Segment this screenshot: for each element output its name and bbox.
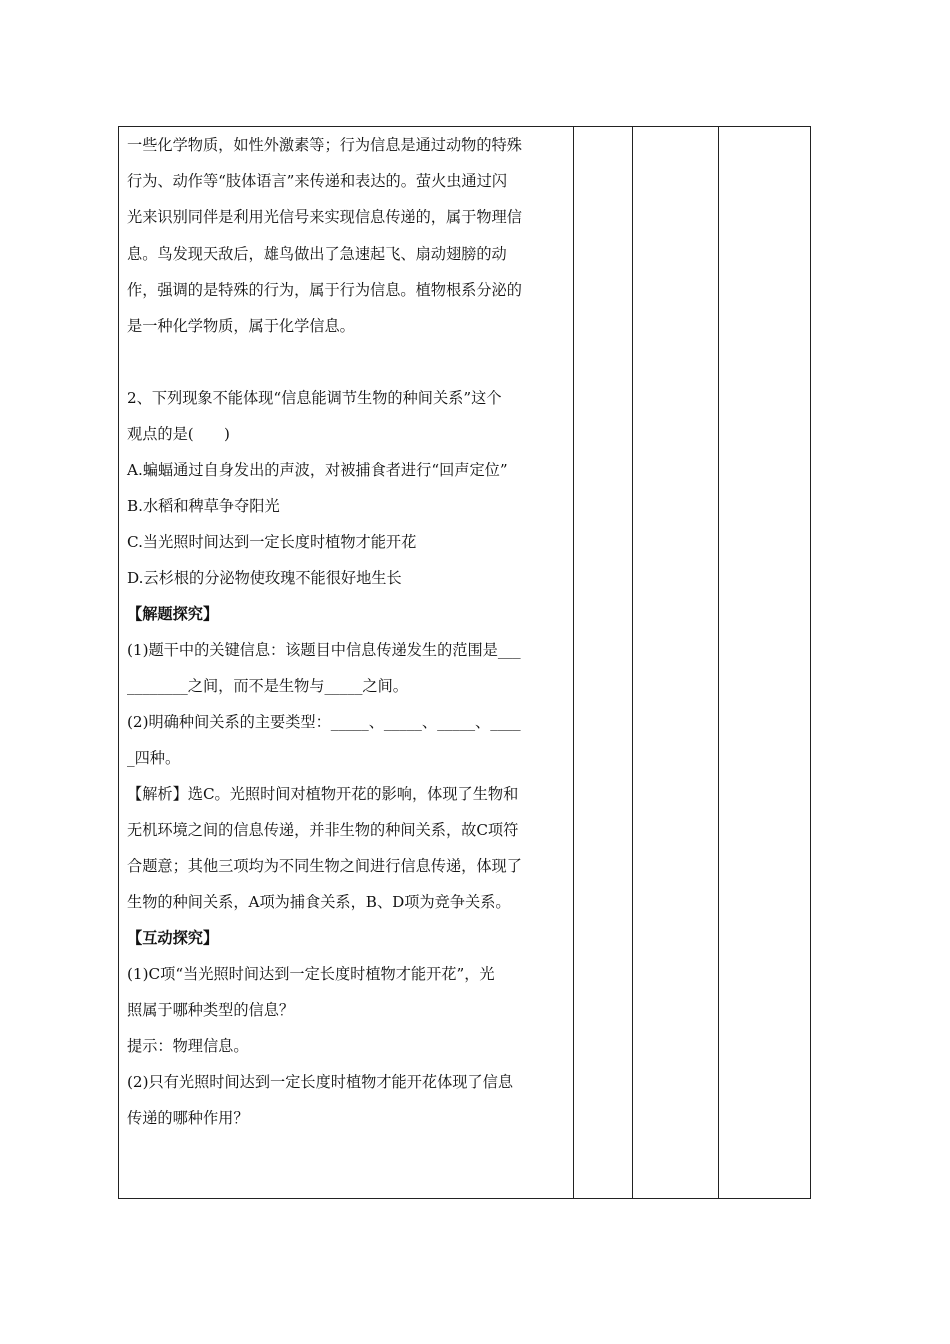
interactive-line: (1)C项“当光照时间达到一定长度时植物才能开花”，光 [127,965,495,984]
solve-heading: 【解题探究】 [127,605,219,624]
option-a: A.蝙蝠通过自身发出的声波，对被捕食者进行“回声定位” [127,461,508,480]
solve-line: (1)题干中的关键信息：该题目中信息传递发生的范围是___ [127,641,521,660]
question-2-block [127,380,567,1136]
solve-line: ________之间，而不是生物与_____之间。 [127,677,408,696]
interactive-line: 传递的哪种作用？ [127,1109,249,1128]
analysis-line: 无机环境之间的信息传递，并非生物的种间关系，故C项符 [127,821,519,840]
solve-line: _四种。 [127,749,181,768]
interactive-line: 提示：物理信息。 [127,1037,249,1056]
explanation-line: 作，强调的是特殊的行为，属于行为信息。植物根系分泌的 [127,280,522,299]
interactive-line: 照属于哪种类型的信息？ [127,1001,295,1020]
explanation-line: 一些化学物质，如性外激素等；行为信息是通过动物的特殊 [127,136,522,154]
option-c: C.当光照时间达到一定长度时植物才能开花 [127,533,417,552]
question-stem-line: 观点的是( ) [127,425,230,444]
lesson-table [118,126,811,1199]
explanation-block [127,127,567,344]
option-b: B.水稻和稗草争夺阳光 [127,497,280,516]
column-divider-3 [718,127,719,1198]
interactive-line: (2)只有光照时间达到一定长度时植物才能开花体现了信息 [127,1073,514,1092]
option-d: D.云杉根的分泌物使玫瑰不能很好地生长 [127,569,402,588]
analysis-line: 【解析】选C。光照时间对植物开花的影响，体现了生物和 [127,785,519,804]
column-divider-1 [573,127,574,1198]
interactive-heading: 【互动探究】 [127,929,219,948]
question-stem-line: 2、下列现象不能体现“信息能调节生物的种间关系”这个 [127,389,502,408]
blank-spacer [127,344,567,380]
analysis-line: 生物的种间关系，A项为捕食关系，B、D项为竞争关系。 [127,893,511,912]
main-content-cell [127,127,567,1136]
column-divider-2 [632,127,633,1198]
explanation-line: 行为、动作等“肢体语言”来传递和表达的。萤火虫通过闪 [127,172,508,191]
explanation-line: 是一种化学物质，属于化学信息。 [127,317,355,336]
explanation-line: 息。鸟发现天敌后，雄鸟做出了急速起飞、扇动翅膀的动 [127,244,507,263]
solve-line: (2)明确种间关系的主要类型：_____、_____、_____、____ [127,713,521,732]
explanation-line: 光来识别同伴是利用光信号来实现信息传递的，属于物理信 [127,208,522,227]
analysis-line: 合题意；其他三项均为不同生物之间进行信息传递，体现了 [127,857,522,876]
